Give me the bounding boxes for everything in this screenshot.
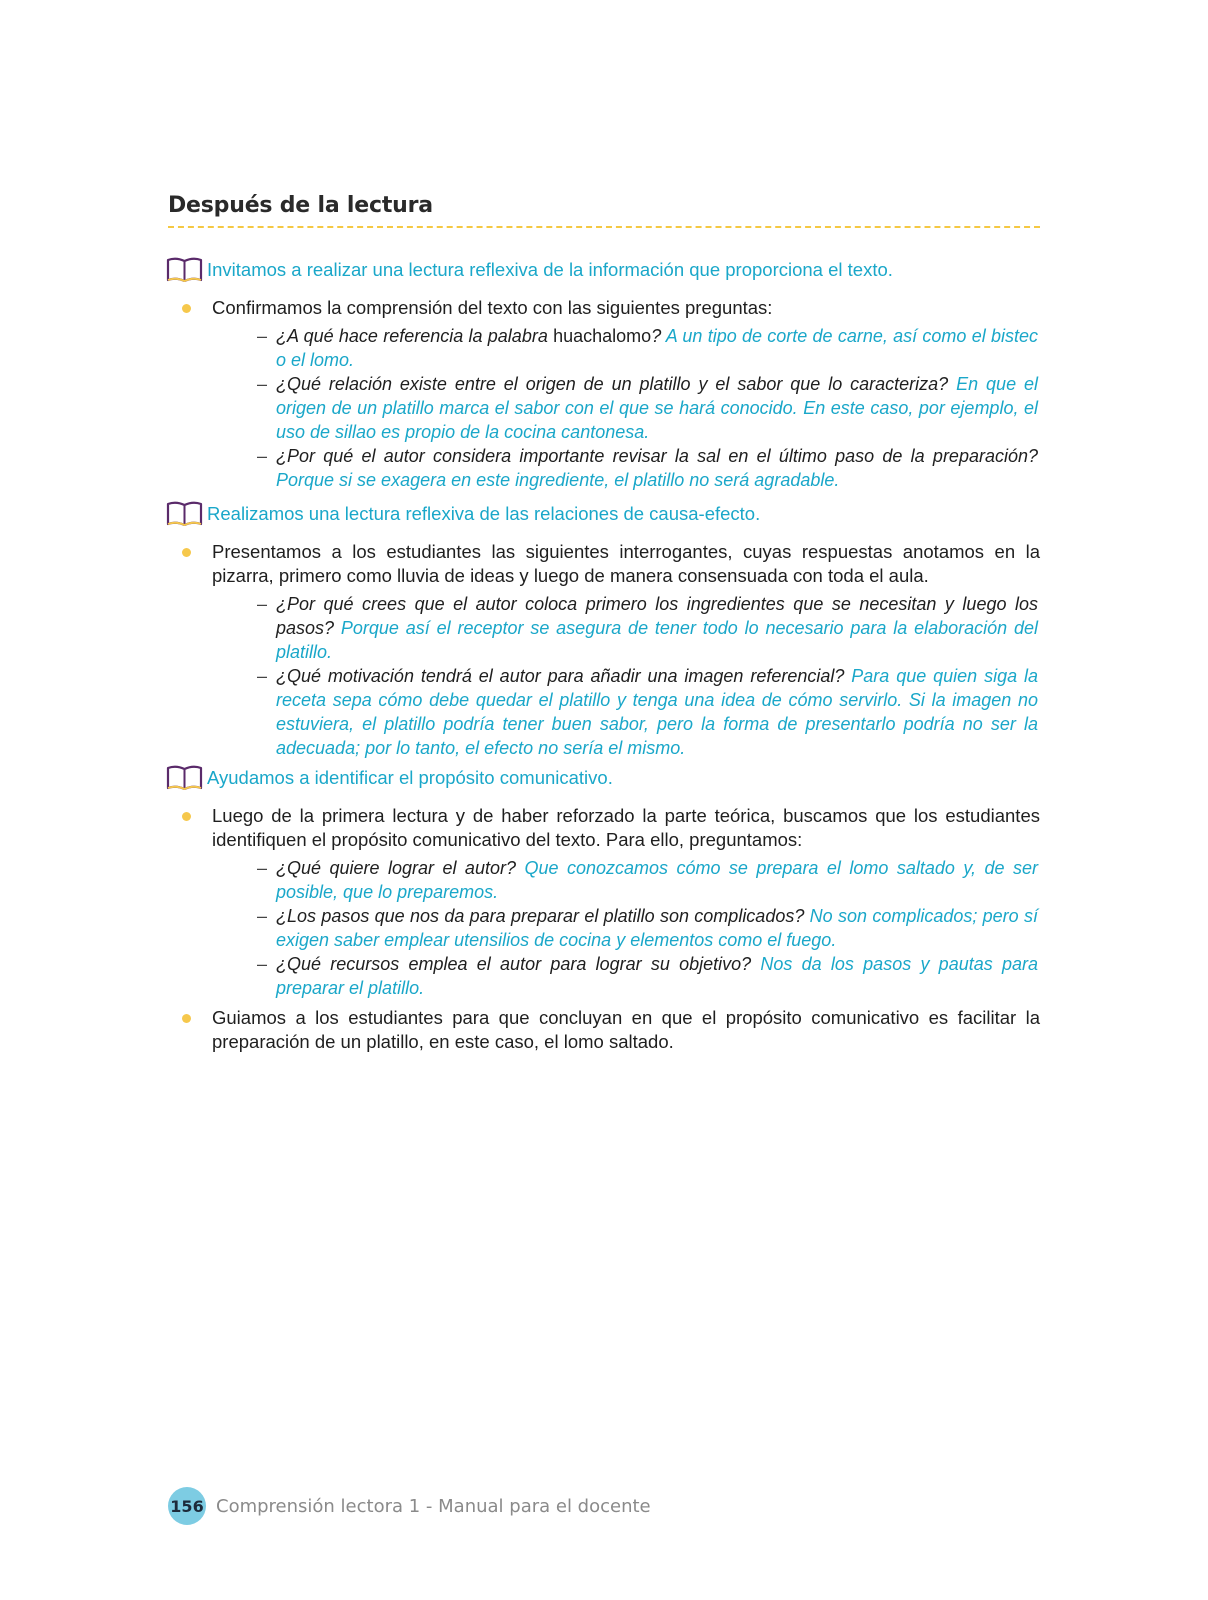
list-item (166, 1006, 1042, 1054)
list-item (166, 540, 1042, 760)
book-icon (166, 764, 203, 790)
question-list (212, 856, 1040, 1000)
list-item (166, 296, 1042, 492)
activity-heading (166, 764, 1042, 790)
dashed-divider (168, 226, 1040, 228)
activity-heading (166, 500, 1042, 526)
answer-text: No son complicados; pero sí exigen saber emplear utensilios de cocina y elementos como el fuego. (276, 906, 1038, 950)
question-text: ¿Por qué crees que el autor coloca primero los ingredientes que se necesitan y luego los pasos? (276, 594, 1038, 638)
bullet-icon (182, 812, 191, 821)
answer-text: Para que quien siga la receta sepa cómo debe quedar el platillo y tenga una idea de cómo servirlo. Si la imagen no estuviera, el platillo podría tener buen sabor, pero la forma de presentarlo podría no ser la adecuada; por lo tanto, el efecto no sería el mismo. (276, 666, 1038, 758)
activity-heading-text: Realizamos una lectura reflexiva de las relaciones de causa-efecto. (207, 503, 761, 524)
question-text: ¿Qué relación existe entre el origen de un platillo y el sabor que lo caracteriza? (276, 374, 957, 394)
question-text: ¿Los pasos que nos da para preparar el platillo son complicados? (276, 906, 810, 926)
activity-heading (166, 256, 1042, 282)
bullet-text: Confirmamos la comprensión del texto con las siguientes preguntas: (212, 297, 773, 318)
question-text: ¿A qué hace referencia la palabra (276, 326, 554, 346)
page-footer (168, 1487, 651, 1525)
footer-title: Comprensión lectora 1 - Manual para el docente (216, 1495, 651, 1517)
list-item (166, 804, 1042, 1000)
bullet-icon (182, 548, 191, 557)
question-item: – ¿A qué hace referencia la palabra huachalomo? A un tipo de corte de carne, así como el bistec o el lomo. (257, 326, 1038, 370)
question-item: – ¿Qué relación existe entre el origen de un platillo y el sabor que lo caracteriza? En que el origen de un platillo marca el sabor con el que se hará conocido. En este caso, por ejemplo, el uso de sillao es propio de la cocina cantonesa. (257, 374, 1039, 442)
answer-text: Nos da los pasos y pautas para preparar el platillo. (276, 954, 1038, 998)
question-text: ¿Qué recursos emplea el autor para lograr su objetivo? (276, 954, 761, 974)
page-number-badge: 156 (168, 1487, 206, 1525)
answer-text: Porque si se exagera en este ingrediente, el platillo no será agradable. (276, 470, 840, 490)
answer-text: En que el origen de un platillo marca el sabor con el que se hará conocido. En este caso, por ejemplo, el uso de sillao es propio de la cocina cantonesa. (276, 374, 1039, 442)
question-text: ¿Qué quiere lograr el autor? (276, 858, 525, 878)
bullet-text: Presentamos a los estudiantes las siguientes interrogantes, cuyas respuestas anotamos en la pizarra, primero como lluvia de ideas y luego de manera consensuada con toda el aula. (212, 541, 1040, 586)
answer-text: A un tipo de corte de carne, así como el bistec o el lomo. (276, 326, 1038, 370)
question-item: – ¿Qué motivación tendrá el autor para añadir una imagen referencial? Para que quien siga la receta sepa cómo debe quedar el platillo y tenga una idea de cómo servirlo. Si la imagen no estuviera, el platillo podría tener buen sabor, pero la forma de presentarlo podría no ser la adecuada; por lo tanto, el efecto no sería el mismo. (257, 666, 1038, 758)
activity-block-communicative-purpose (166, 764, 1042, 1058)
question-list (212, 592, 1040, 760)
question-item: – ¿Por qué crees que el autor coloca primero los ingredientes que se necesitan y luego los pasos? Porque así el receptor se asegura de tener todo lo necesario para la elaboración del platillo. (257, 594, 1039, 662)
question-item: – ¿Por qué el autor considera importante revisar la sal en el último paso de la preparación? Porque si se exagera en este ingrediente, el platillo no será agradable. (257, 446, 1038, 490)
question-text: ¿Por qué el autor considera importante revisar la sal en el último paso de la preparación? (276, 446, 1038, 466)
answer-text: Que conozcamos cómo se prepara el lomo saltado y, de ser posible, que lo preparemos. (276, 858, 1038, 902)
question-item: – ¿Qué quiere lograr el autor? Que conozcamos cómo se prepara el lomo saltado y, de ser posible, que lo preparemos. (257, 858, 1038, 902)
bullet-icon (182, 304, 191, 313)
bullet-icon (182, 1014, 191, 1023)
question-text-end: ? (651, 326, 666, 346)
question-item: – ¿Los pasos que nos da para preparar el platillo son complicados? No son complicados; pero sí exigen saber emplear utensilios de cocina y elementos como el fuego. (257, 906, 1038, 950)
question-word: huachalomo (553, 326, 652, 346)
question-text: ¿Qué motivación tendrá el autor para añadir una imagen referencial? (276, 666, 852, 686)
section-title: Después de la lectura (168, 193, 433, 218)
bullet-text: Guiamos a los estudiantes para que concluyan en que el propósito comunicativo es facilitar la preparación de un platillo, en este caso, el lomo saltado. (212, 1007, 1040, 1052)
question-list (212, 324, 1040, 492)
activity-block-cause-effect (166, 500, 1042, 766)
activity-heading-text: Invitamos a realizar una lectura reflexiva de la información que proporciona el texto. (207, 259, 893, 280)
book-icon (166, 256, 203, 282)
activity-heading-text: Ayudamos a identificar el propósito comunicativo. (207, 767, 613, 788)
answer-text: Porque así el receptor se asegura de tener todo lo necesario para la elaboración del platillo. (276, 618, 1039, 662)
question-item: – ¿Qué recursos emplea el autor para lograr su objetivo? Nos da los pasos y pautas para preparar el platillo. (257, 954, 1038, 998)
bullet-text: Luego de la primera lectura y de haber reforzado la parte teórica, buscamos que los estudiantes identifiquen el propósito comunicativo del texto. Para ello, preguntamos: (212, 805, 1040, 850)
activity-block-reflexive-reading (166, 256, 1042, 498)
book-icon (166, 500, 203, 526)
